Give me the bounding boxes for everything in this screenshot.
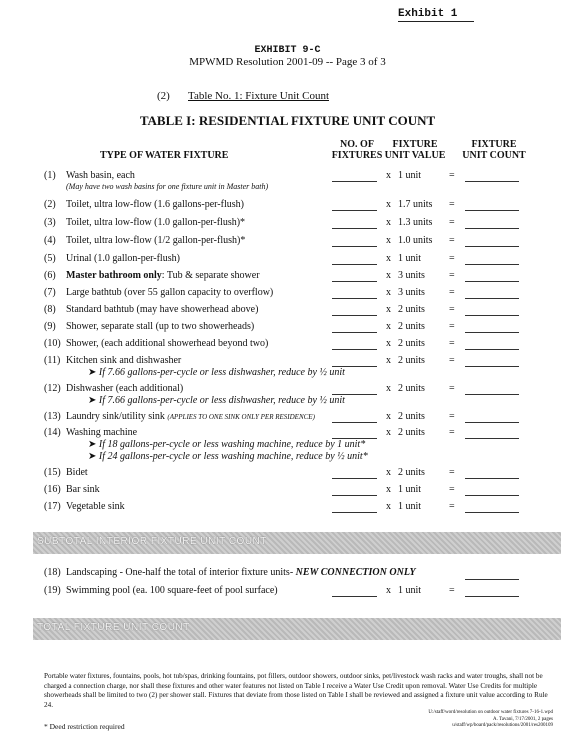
fixture-count-input[interactable] bbox=[332, 596, 377, 597]
row-note bbox=[88, 451, 368, 462]
fixture-row bbox=[44, 253, 564, 267]
unit-count-input[interactable] bbox=[465, 181, 519, 182]
exhibit-label: Exhibit 1 bbox=[398, 8, 458, 20]
col-header-unit-count bbox=[454, 139, 534, 161]
row-description-main: Laundry sink/utility sink bbox=[66, 411, 165, 422]
equals-sign: = bbox=[449, 253, 455, 264]
unit-value: 1 unit bbox=[398, 585, 422, 596]
row-number: (3) bbox=[44, 217, 56, 228]
unit-value: 1.7 units bbox=[398, 199, 433, 210]
unit-value: 1 unit bbox=[398, 484, 422, 495]
unit-count-input[interactable] bbox=[465, 315, 519, 316]
col-header-unit-value-line1: FIXTURE bbox=[392, 139, 438, 150]
unit-count-input[interactable] bbox=[465, 422, 519, 423]
equals-sign: = bbox=[449, 383, 455, 394]
row-description-small: (APPLIES TO ONE SINK ONLY PER RESIDENCE) bbox=[167, 413, 315, 421]
row-note bbox=[88, 439, 365, 450]
fixture-count-input[interactable] bbox=[332, 228, 377, 229]
exhibit-underline bbox=[398, 21, 474, 22]
fixture-count-input[interactable] bbox=[332, 281, 377, 282]
fixture-count-input[interactable] bbox=[332, 181, 377, 182]
multiply-sign: x bbox=[386, 383, 391, 394]
row-note-text: If 18 gallons-per-cycle or less washing machine, reduce by 1 unit* bbox=[98, 439, 366, 450]
fixture-row bbox=[44, 338, 564, 352]
row-number: (19) bbox=[44, 585, 61, 596]
row-description: Standard bathtub (may have showerhead above) bbox=[66, 304, 259, 315]
unit-value: 2 units bbox=[398, 411, 425, 422]
multiply-sign: x bbox=[386, 304, 391, 315]
row-note-text: If 7.66 gallons-per-cycle or less dishwasher, reduce by ½ unit bbox=[98, 367, 345, 378]
row-number: (8) bbox=[44, 304, 56, 315]
subtotal-label: SUBTOTAL INTERIOR FIXTURE UNIT COUNT bbox=[37, 536, 267, 547]
unit-count-input[interactable] bbox=[465, 366, 519, 367]
equals-sign: = bbox=[449, 427, 455, 438]
multiply-sign: x bbox=[386, 287, 391, 298]
unit-value: 2 units bbox=[398, 321, 425, 332]
row-number: (4) bbox=[44, 235, 56, 246]
unit-value: 1 unit bbox=[398, 501, 422, 512]
multiply-sign: x bbox=[386, 411, 391, 422]
fixture-count-input[interactable] bbox=[332, 315, 377, 316]
unit-count-input[interactable] bbox=[465, 298, 519, 299]
pool-row bbox=[44, 585, 564, 599]
fixture-row bbox=[44, 501, 564, 515]
unit-count-input[interactable] bbox=[465, 281, 519, 282]
unit-count-input[interactable] bbox=[465, 512, 519, 513]
equals-sign: = bbox=[449, 501, 455, 512]
row-description bbox=[66, 270, 260, 281]
footer-paragraph: Portable water fixtures, fountains, pools, hot tub/spas, drinking fountains, pot fillers, outdoor showers, outdoor sinks, pet/livestock wash racks and water troughs, shall not be charged a connection charge, nor shall these fixtures and other water features not listed on Table I receive a Water Use Credit upon removal. Water Use Credits for multiple showerheads shall be limited to two (2) per shower stall. Fixtures that deviate from those listed on Table I shall be reviewed and assigned a fixture unit value according to Rule 24. bbox=[44, 672, 548, 710]
unit-value: 2 units bbox=[398, 304, 425, 315]
equals-sign: = bbox=[449, 338, 455, 349]
fixture-count-input[interactable] bbox=[332, 478, 377, 479]
multiply-sign: x bbox=[386, 170, 391, 181]
unit-value: 3 units bbox=[398, 287, 425, 298]
unit-value: 2 units bbox=[398, 427, 425, 438]
multiply-sign: x bbox=[386, 338, 391, 349]
multiply-sign: x bbox=[386, 501, 391, 512]
equals-sign: = bbox=[449, 467, 455, 478]
row-description-bold: Master bathroom only bbox=[66, 270, 162, 281]
row-note bbox=[88, 395, 345, 406]
fixture-row bbox=[44, 467, 564, 481]
fixture-count-input[interactable] bbox=[332, 246, 377, 247]
row-description: Dishwasher (each additional) bbox=[66, 383, 184, 394]
equals-sign: = bbox=[449, 411, 455, 422]
unit-count-input[interactable] bbox=[465, 246, 519, 247]
file-path-line1: U:/staff/word/resolution on outdoor water fixtures 7-16-1.wpd bbox=[428, 710, 553, 715]
fixture-count-input[interactable] bbox=[332, 210, 377, 211]
row-description: Shower, (each additional showerhead beyond two) bbox=[66, 338, 269, 349]
row-note-text: If 24 gallons-per-cycle or less washing machine, reduce by ½ unit* bbox=[98, 451, 368, 462]
equals-sign: = bbox=[449, 235, 455, 246]
col-header-unit-count-line2: UNIT COUNT bbox=[462, 150, 526, 161]
row-description: Urinal (1.0 gallon-per-flush) bbox=[66, 253, 180, 264]
row-description: Toilet, ultra low-flow (1.6 gallons-per-flush) bbox=[66, 199, 244, 210]
unit-value: 1.3 units bbox=[398, 217, 433, 228]
row-description: Toilet, ultra low-flow (1.0 gallon-per-flush)* bbox=[66, 217, 246, 228]
unit-count-input[interactable] bbox=[465, 394, 519, 395]
fixture-row bbox=[44, 287, 564, 301]
file-path-line3: u/staff/wp/board/pack/resolutions/2001/res200109 bbox=[452, 723, 553, 728]
equals-sign: = bbox=[449, 270, 455, 281]
fixture-row bbox=[44, 199, 564, 213]
file-path-line2: A. Tavani, 7/17/2001, 2 pages bbox=[493, 716, 553, 722]
equals-sign: = bbox=[449, 484, 455, 495]
unit-value: 2 units bbox=[398, 355, 425, 366]
file-path bbox=[395, 710, 553, 730]
arrow-icon: ➤ bbox=[88, 451, 97, 462]
table-ref-title: Table No. 1: Fixture Unit Count bbox=[188, 90, 329, 102]
row-number: (9) bbox=[44, 321, 56, 332]
multiply-sign: x bbox=[386, 199, 391, 210]
fixture-row bbox=[44, 484, 564, 498]
unit-count-input[interactable] bbox=[465, 264, 519, 265]
row-description-main: Landscaping - One-half the total of interior fixture units- bbox=[66, 567, 294, 578]
row-description: Shower, separate stall (up to two showerheads) bbox=[66, 321, 255, 332]
multiply-sign: x bbox=[386, 235, 391, 246]
fixture-count-input[interactable] bbox=[332, 332, 377, 333]
row-description bbox=[66, 567, 416, 578]
col-header-unit-value bbox=[384, 139, 446, 161]
fixture-count-input[interactable] bbox=[332, 264, 377, 265]
row-note: (May have two wash basins for one fixture unit in Master bath) bbox=[66, 182, 269, 191]
table-heading: TABLE I: RESIDENTIAL FIXTURE UNIT COUNT bbox=[139, 113, 436, 128]
unit-count-input[interactable] bbox=[465, 478, 519, 479]
fixture-count-input[interactable] bbox=[332, 298, 377, 299]
resolution-line: MPWMD Resolution 2001-09 -- Page 3 of 3 bbox=[189, 56, 386, 68]
unit-value: 3 units bbox=[398, 270, 425, 281]
row-description bbox=[66, 411, 315, 422]
col-header-number-line1: NO. OF bbox=[340, 139, 374, 150]
row-number: (7) bbox=[44, 287, 56, 298]
deed-note: * Deed restriction required bbox=[44, 722, 125, 731]
arrow-icon: ➤ bbox=[88, 367, 97, 378]
row-number: (17) bbox=[44, 501, 61, 512]
unit-value: 2 units bbox=[398, 383, 425, 394]
multiply-sign: x bbox=[386, 270, 391, 281]
fixture-count-input[interactable] bbox=[332, 422, 377, 423]
unit-count-input[interactable] bbox=[465, 210, 519, 211]
fixture-count-input[interactable] bbox=[332, 349, 377, 350]
arrow-icon: ➤ bbox=[88, 395, 97, 406]
equals-sign: = bbox=[449, 355, 455, 366]
equals-sign: = bbox=[449, 321, 455, 332]
row-description: Vegetable sink bbox=[66, 501, 125, 512]
row-note-text: If 7.66 gallons-per-cycle or less dishwasher, reduce by ½ unit bbox=[98, 395, 345, 406]
total-label: TOTAL FIXTURE UNIT COUNT bbox=[37, 622, 190, 633]
equals-sign: = bbox=[449, 199, 455, 210]
row-description: Bidet bbox=[66, 467, 88, 478]
row-description: Kitchen sink and dishwasher bbox=[66, 355, 182, 366]
exhibit-title: EXHIBIT 9-C bbox=[254, 45, 321, 56]
row-description: Washing machine bbox=[66, 427, 138, 438]
multiply-sign: x bbox=[386, 484, 391, 495]
unit-value: 1 unit bbox=[398, 253, 422, 264]
row-description-emphasis: NEW CONNECTION ONLY bbox=[295, 567, 416, 578]
row-description: Swimming pool (ea. 100 square-feet of pool surface) bbox=[66, 585, 278, 596]
row-number: (12) bbox=[44, 383, 61, 394]
row-number: (13) bbox=[44, 411, 61, 422]
fixture-row bbox=[44, 235, 564, 249]
unit-value: 2 units bbox=[398, 338, 425, 349]
unit-value: 2 units bbox=[398, 467, 425, 478]
table-ref-number: (2) bbox=[157, 90, 170, 102]
fixture-count-input[interactable] bbox=[332, 512, 377, 513]
unit-value: 1 unit bbox=[398, 170, 422, 181]
col-header-number bbox=[326, 139, 388, 161]
fixture-row bbox=[44, 304, 564, 318]
row-note bbox=[88, 367, 345, 378]
equals-sign: = bbox=[449, 585, 455, 596]
unit-count-input[interactable] bbox=[465, 495, 519, 496]
row-number: (10) bbox=[44, 338, 61, 349]
col-header-number-line2: FIXTURES bbox=[331, 150, 383, 161]
row-number: (1) bbox=[44, 170, 56, 181]
col-header-type: TYPE OF WATER FIXTURE bbox=[100, 150, 229, 161]
row-description: Wash basin, each bbox=[66, 170, 135, 181]
fixture-row bbox=[44, 217, 564, 231]
total-band bbox=[33, 618, 561, 640]
multiply-sign: x bbox=[386, 217, 391, 228]
equals-sign: = bbox=[449, 217, 455, 228]
multiply-sign: x bbox=[386, 355, 391, 366]
row-description-rest: : Tub & separate shower bbox=[161, 270, 260, 281]
multiply-sign: x bbox=[386, 585, 391, 596]
row-description: Toilet, ultra low-flow (1/2 gallon-per-flush)* bbox=[66, 235, 246, 246]
unit-count-input[interactable] bbox=[465, 349, 519, 350]
fixture-count-input[interactable] bbox=[332, 495, 377, 496]
multiply-sign: x bbox=[386, 321, 391, 332]
unit-count-input[interactable] bbox=[465, 438, 519, 439]
row-number: (6) bbox=[44, 270, 56, 281]
multiply-sign: x bbox=[386, 427, 391, 438]
equals-sign: = bbox=[449, 170, 455, 181]
row-number: (16) bbox=[44, 484, 61, 495]
row-number: (11) bbox=[44, 355, 61, 366]
unit-count-input[interactable] bbox=[465, 579, 519, 580]
unit-count-input[interactable] bbox=[465, 332, 519, 333]
unit-count-input[interactable] bbox=[465, 596, 519, 597]
unit-value: 1.0 units bbox=[398, 235, 433, 246]
row-description: Bar sink bbox=[66, 484, 100, 495]
unit-count-input[interactable] bbox=[465, 228, 519, 229]
equals-sign: = bbox=[449, 287, 455, 298]
subtotal-band bbox=[33, 532, 561, 554]
multiply-sign: x bbox=[386, 467, 391, 478]
col-header-unit-count-line1: FIXTURE bbox=[471, 139, 517, 150]
row-description: Large bathtub (over 55 gallon capacity to overflow) bbox=[66, 287, 274, 298]
row-number: (14) bbox=[44, 427, 61, 438]
multiply-sign: x bbox=[386, 253, 391, 264]
arrow-icon: ➤ bbox=[88, 439, 97, 450]
row-number: (15) bbox=[44, 467, 61, 478]
col-header-unit-value-line2: UNIT VALUE bbox=[384, 150, 446, 161]
fixture-row bbox=[44, 411, 564, 425]
equals-sign: = bbox=[449, 304, 455, 315]
fixture-row bbox=[44, 270, 564, 284]
landscaping-row bbox=[44, 567, 564, 581]
row-number: (5) bbox=[44, 253, 56, 264]
fixture-row bbox=[44, 321, 564, 335]
row-number: (18) bbox=[44, 567, 61, 578]
row-number: (2) bbox=[44, 199, 56, 210]
